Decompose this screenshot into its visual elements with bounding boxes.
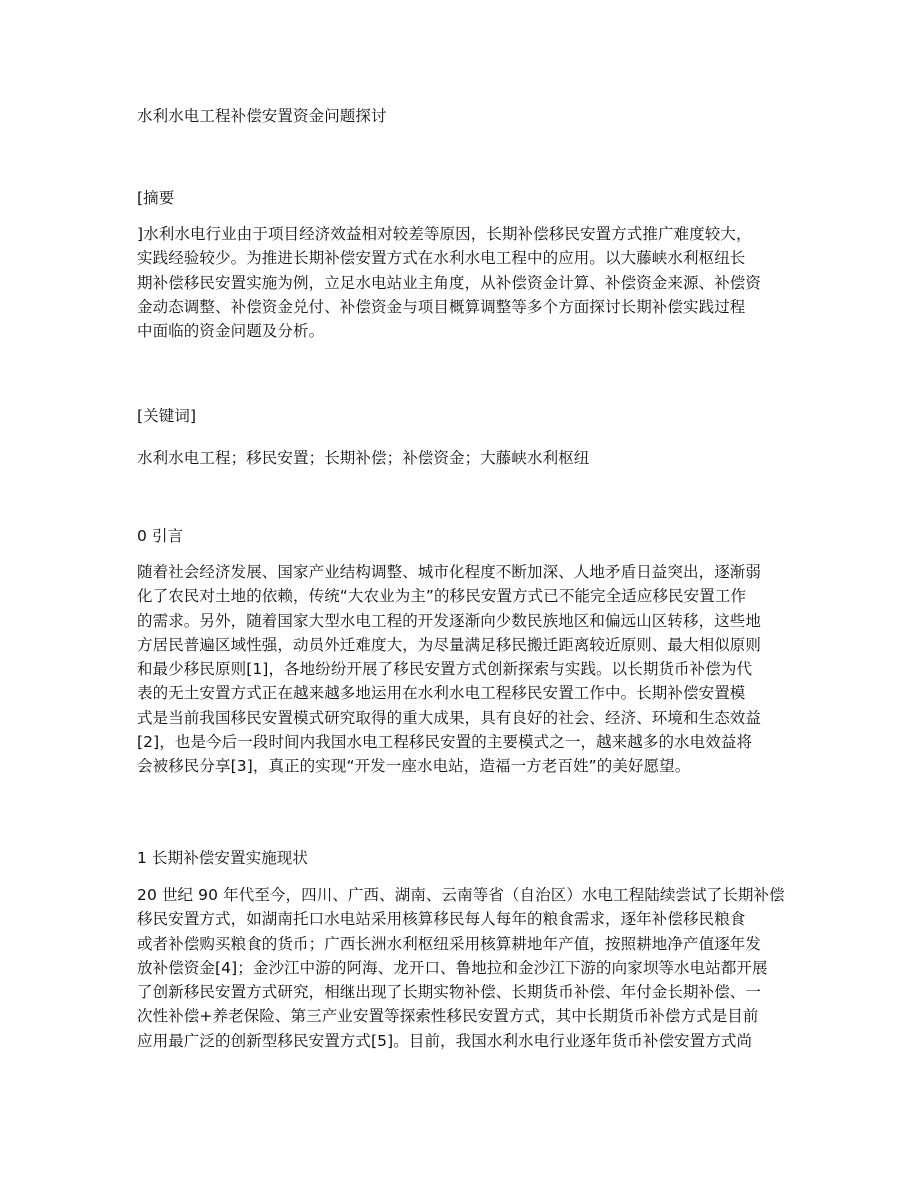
paragraph-line: 应用最广泛的创新型移民安置方式[5]。目前，我国水利水电行业逐年货币补偿安置方式尚 [137, 1031, 753, 1050]
section-0-heading: 0 引言 [137, 527, 184, 545]
paragraph-line: 放补偿资金[4]；金沙江中游的阿海、龙开口、鲁地拉和金沙江下游的向家坝等水电站都开展 [137, 958, 768, 977]
section-1-body [137, 883, 787, 1053]
paragraph-line: 了创新移民安置方式研究，相继出现了长期实物补偿、长期货币补偿、年付金长期补偿、一 [137, 983, 762, 1002]
abstract-line: ]水利水电行业由于项目经济效益相对较差等原因，长期补偿移民安置方式推广难度较大， [137, 225, 752, 243]
paragraph-line: 随着社会经济发展、国家产业结构调整、城市化程度不断加深、人地矛盾日益突出，逐渐弱 [137, 563, 762, 581]
paragraph-line: 移民安置方式，如湖南托口水电站采用核算移民每人每年的粮食需求，逐年补偿移民粮食 [137, 910, 746, 929]
document-title: 水利水电工程补偿安置资金问题探讨 [137, 107, 387, 125]
paragraph-line: 表的无土安置方式正在越来越多地运用在水利水电工程移民安置工作中。长期补偿安置模 [137, 684, 746, 703]
paragraph-line: 和最少移民原则[1]，各地纷纷开展了移民安置方式创新探索与实践。以长期货币补偿为代 [137, 660, 753, 679]
paragraph-line: 式是当前我国移民安置模式研究取得的重大成果，具有良好的社会、经济、环境和生态效益 [137, 708, 762, 727]
paragraph-line: 的需求。另外，随着国家大型水电工程的开发逐渐向少数民族地区和偏远山区转移，这些地 [137, 611, 762, 630]
paragraph-line: [2]，也是今后一段时间内我国水电工程移民安置的主要模式之一，越来越多的水电效益将 [137, 733, 753, 752]
section-1-heading: 1 长期补偿安置实施现状 [137, 849, 308, 867]
paragraph-line: 次性补偿+养老保险、第三产业安置等探索性移民安置方式，其中长期货币补偿方式是目前 [137, 1007, 759, 1026]
abstract-line: 中面临的资金问题及分析。 [137, 322, 325, 341]
section-0-body [137, 560, 787, 779]
paragraph-line: 或者补偿购买粮食的货币；广西长洲水利枢纽采用核算耕地年产值，按照耕地净产值逐年发 [137, 934, 762, 953]
paragraph-line: 化了农民对土地的依赖，传统“大农业为主”的移民安置方式已不能完全适应移民安置工作 [137, 587, 747, 606]
paragraph-line: 方居民普遍区域性强，动员外迁难度大，为尽量满足移民搬迁距离较近原则、最大相似原则 [137, 635, 762, 654]
abstract-line: 金动态调整、补偿资金兑付、补偿资金与项目概算调整等多个方面探讨长期补偿实践过程 [137, 297, 746, 316]
abstract-line: 期补偿移民安置实施为例，立足水电站业主角度，从补偿资金计算、补偿资金来源、补偿资 [137, 273, 762, 292]
abstract-body [137, 222, 787, 343]
paragraph-line: 20 世纪 90 年代至今，四川、广西、湖南、云南等省（自治区）水电工程陆续尝试了长期补偿 [137, 886, 785, 904]
paragraph-line: 会被移民分享[3]，真正的实现“开发一座水电站，造福一方老百姓”的美好愿望。 [137, 757, 691, 776]
abstract-heading: [摘要 [137, 189, 175, 207]
keywords-list: 水利水电工程；移民安置；长期补偿；补偿资金；大藤峡水利枢纽 [137, 449, 590, 467]
abstract-line: 实践经验较少。为推进长期补偿安置方式在水利水电工程中的应用。以大藤峡水利枢纽长 [137, 249, 746, 268]
keywords-heading: [关键词] [137, 407, 197, 425]
